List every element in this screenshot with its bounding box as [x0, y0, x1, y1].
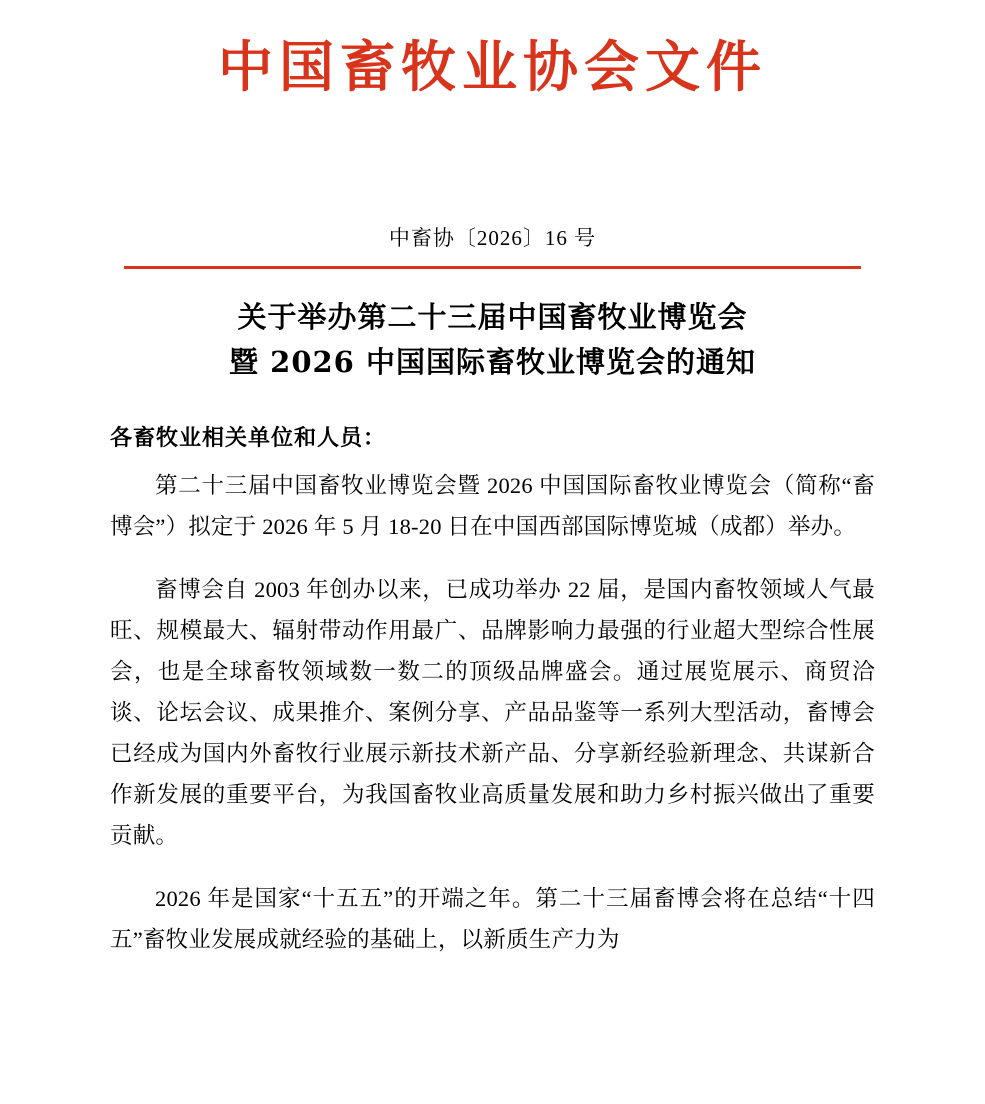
- body-paragraph-2: 畜博会自 2003 年创办以来，已成功举办 22 届，是国内畜牧领域人气最旺、规模最大、辐射带动作用最广、品牌影响力最强的行业超大型综合性展会，也是全球畜牧领域数一数二的顶级品牌盛会。通过展览展示、商贸洽谈、论坛会议、成果推介、案例分享、产品品鉴等一系列大型活动，畜博会已经成为国内外畜牧行业展示新技术新产品、分享新经验新理念、共谋新合作新发展的重要平台，为我国畜牧业高质量发展和助力乡村振兴做出了重要贡献。: [110, 577, 875, 848]
- body-paragraph-3: 2026 年是国家“十五五”的开端之年。第二十三届畜博会将在总结“十四五”畜牧业发展成就经验的基础上，以新质生产力为: [110, 886, 875, 953]
- organization-header-title: 中国畜牧业协会文件: [217, 34, 767, 99]
- document-number: 中畜协〔2026〕16 号: [388, 226, 597, 250]
- red-divider-rule: [124, 266, 861, 269]
- page-title-line-1: 关于举办第二十三届中国畜牧业博览会: [237, 300, 748, 334]
- page-title-line-2: 暨 2026 中国国际畜牧业博览会的通知: [229, 344, 756, 379]
- document-page: [0, 34, 985, 1104]
- salutation: 各畜牧业相关单位和人员：: [110, 424, 387, 451]
- body-paragraph-1: 第二十三届中国畜牧业博览会暨 2026 中国国际畜牧业博览会（简称“畜博会”）拟定于 2026 年 5 月 18-20 日在中国西部国际博览城（成都）举办。: [110, 472, 875, 539]
- page-title: [110, 295, 875, 385]
